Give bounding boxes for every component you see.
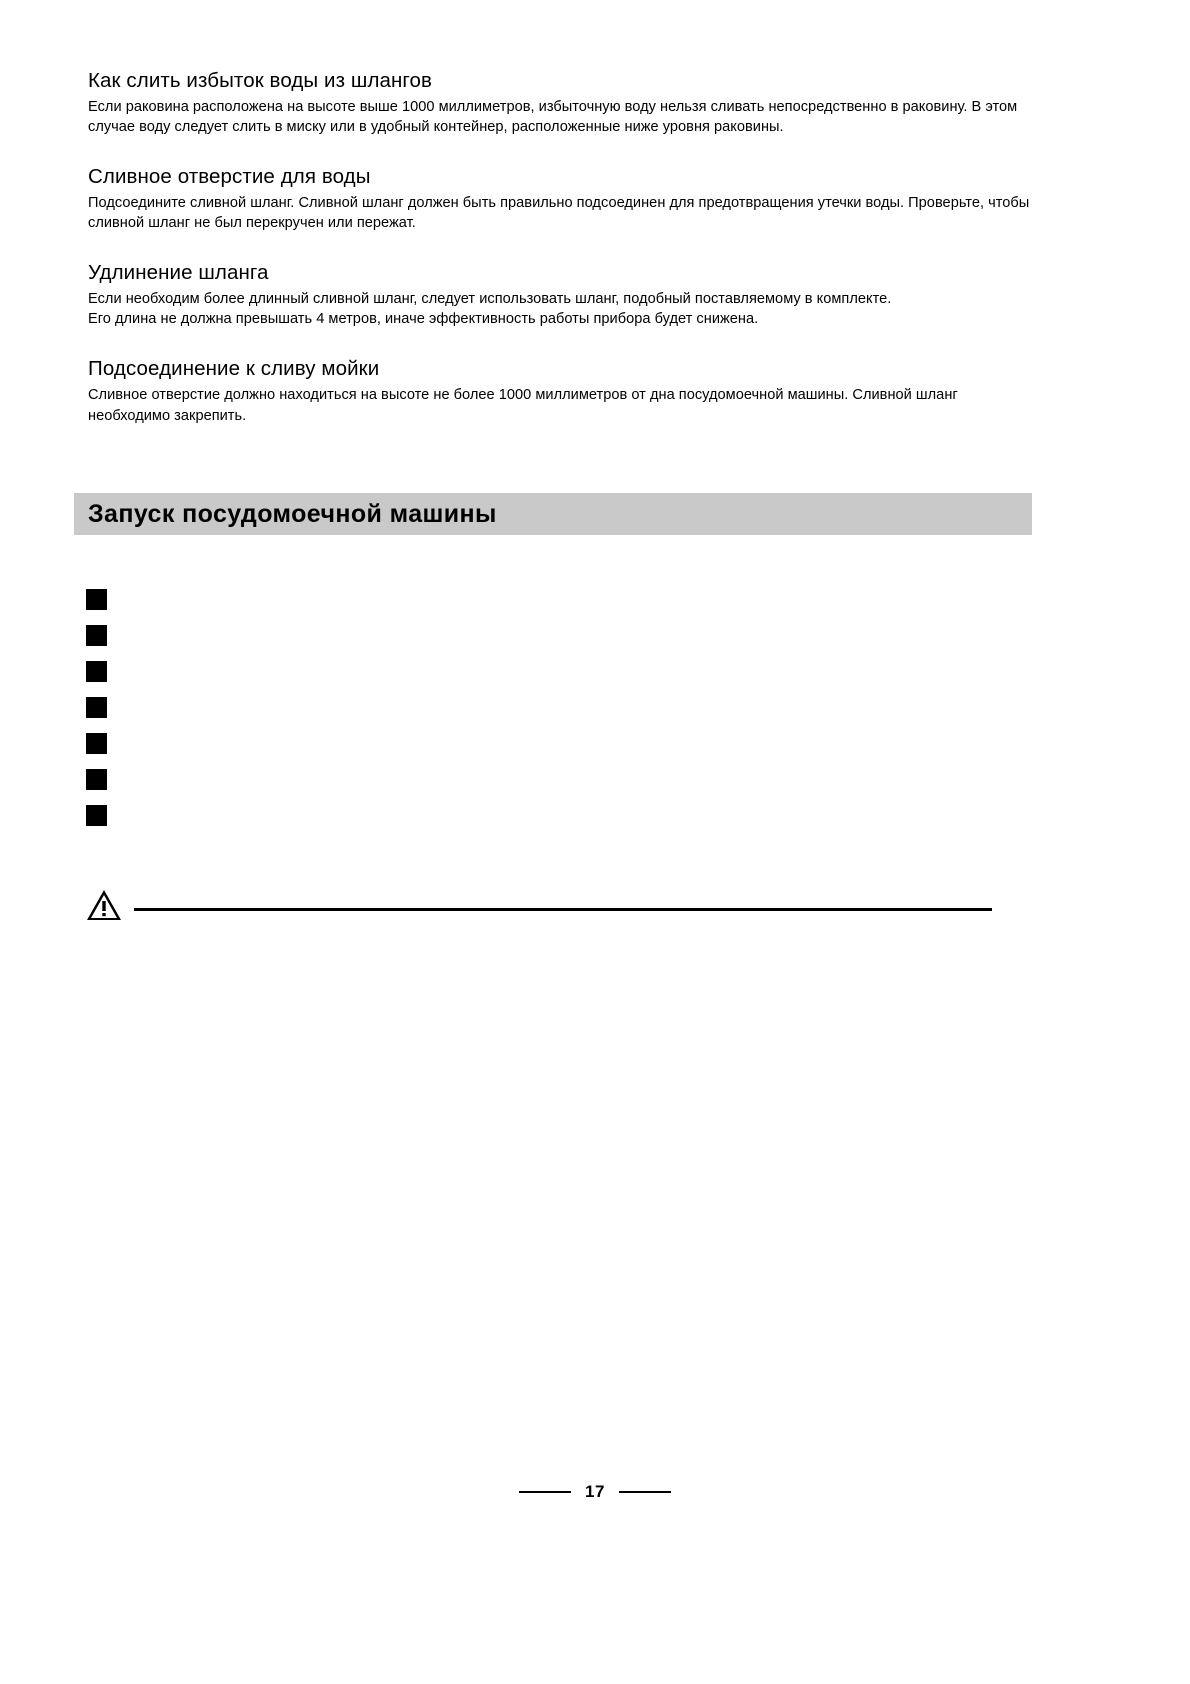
section-paragraph: Сливное отверстие должно находиться на высоте не более 1000 миллиметров от дна посудомоечной машины. Сливной шланг необходимо закрепить.: [88, 386, 958, 424]
page-footer: [0, 1482, 1190, 1502]
warning-divider: [134, 908, 992, 911]
warning-block: [86, 889, 992, 923]
square-bullet-icon: [86, 697, 107, 718]
square-bullet-icon: [86, 625, 107, 646]
warning-triangle-icon: [86, 889, 122, 921]
chapter-banner: [74, 493, 1032, 535]
section-drain-opening: [88, 164, 1038, 234]
section-hose-extension: [88, 260, 1038, 330]
section-heading: Как слить избыток воды из шлангов: [88, 69, 433, 92]
page-number: 17: [585, 1482, 605, 1501]
square-bullet-icon: [86, 661, 107, 682]
section-paragraph: Подсоедините сливной шланг. Сливной шланг должен быть правильно подсоединен для предотвращения утечки воды. Проверьте, чтобы сливной шланг не был перекручен или пережат.: [88, 194, 1030, 232]
square-bullet-icon: [86, 589, 107, 610]
section-heading: Удлинение шланга: [88, 261, 269, 285]
footer-dash-right: [619, 1491, 671, 1493]
section-paragraph: Его длина не должна превышать 4 метров, иначе эффективность работы прибора будет снижена.: [88, 311, 759, 328]
square-bullet-icon: [86, 769, 107, 790]
section-paragraph: Если раковина расположена на высоте выше 1000 миллиметров, избыточную воду нельзя сливать непосредственно в раковину. В этом случае воду следует слить в миску или в удобный контейнер, расположенные ниже уровня раковины.: [88, 98, 1018, 136]
square-bullet-icon: [86, 733, 107, 754]
section-drain-excess-water: [88, 68, 1038, 138]
chapter-title: Запуск посудомоечной машины: [88, 500, 497, 528]
section-paragraph: Если необходим более длинный сливной шланг, следует использовать шланг, подобный поставляемому в комплекте.: [88, 290, 892, 307]
article-body: [88, 68, 1038, 452]
section-sink-drain-connection: [88, 356, 1038, 426]
bullet-list: [86, 589, 107, 841]
square-bullet-icon: [86, 805, 107, 826]
section-heading: Подсоединение к сливу мойки: [88, 357, 380, 381]
section-heading: Сливное отверстие для воды: [88, 165, 371, 189]
footer-dash-left: [519, 1491, 571, 1493]
